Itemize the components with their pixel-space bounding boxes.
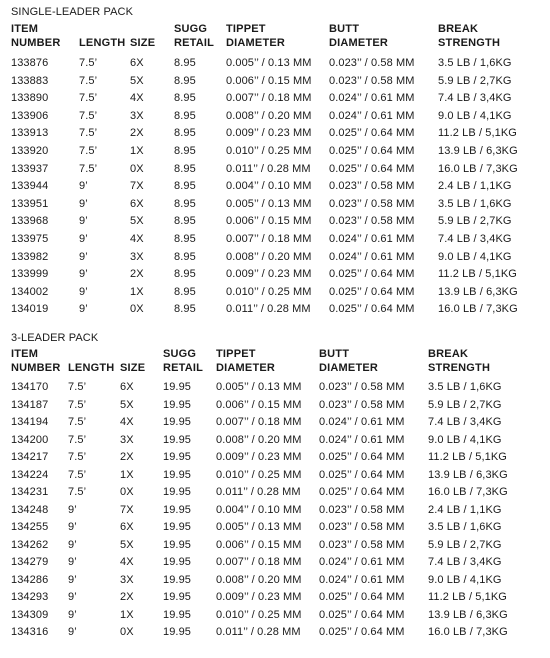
tippet-diameter-cell: 0.008’’ / 0.20 MM [226, 109, 312, 122]
tippet-diameter-cell: 0.010’’ / 0.25 MM [226, 145, 312, 157]
item-number-cell: 133968 [11, 215, 49, 228]
length-cell: 7.5’ [68, 433, 87, 446]
tippet-diameter-cell: 0.006’’ / 0.15 MM [226, 215, 312, 228]
butt-diameter-cell: 0.024’’ / 0.61 MM [329, 233, 415, 245]
butt-diameter-cell: 0.023’’ / 0.58 MM [329, 197, 415, 210]
column-header-size [120, 347, 145, 375]
item-number-cell: 134224 [11, 468, 49, 481]
break-strength-cell: 3.5 LB / 1,6KG [428, 381, 502, 393]
column-header-break-strength [428, 347, 490, 375]
break-strength-cell: 16.0 LB / 7,3KG [428, 486, 508, 498]
table-row [0, 449, 550, 466]
sugg-retail-cell: 19.95 [163, 451, 192, 463]
column-header-line [130, 22, 155, 36]
tippet-diameter-cell: 0.004’’ / 0.10 MM [216, 503, 302, 516]
table-row [0, 537, 550, 554]
item-number-cell: 134279 [11, 556, 49, 568]
sugg-retail-cell: 8.95 [174, 215, 196, 228]
tippet-diameter-cell: 0.007’’ / 0.18 MM [216, 556, 302, 568]
length-cell: 7.5’ [68, 381, 87, 393]
table-row [0, 484, 550, 501]
column-header-line: LENGTH [79, 37, 126, 49]
column-header-line: DIAMETER [329, 37, 389, 49]
size-cell: 1X [130, 285, 144, 298]
item-number-cell: 134316 [11, 626, 49, 638]
column-header-line: RETAIL [174, 37, 215, 49]
item-number-cell: 134217 [11, 451, 49, 463]
size-cell: 2X [130, 268, 144, 281]
tippet-diameter-cell: 0.008’’ / 0.20 MM [226, 250, 312, 263]
tippet-diameter-cell: 0.009’’ / 0.23 MM [226, 127, 312, 140]
size-cell: 1X [120, 468, 134, 481]
sugg-retail-cell: 19.95 [163, 573, 192, 586]
size-cell: 5X [130, 74, 144, 87]
item-number-cell: 134002 [11, 285, 49, 298]
tippet-diameter-cell: 0.011’’ / 0.28 MM [216, 486, 301, 498]
sugg-retail-cell: 19.95 [163, 591, 192, 603]
break-strength-cell: 9.0 LB / 4,1KG [428, 573, 502, 586]
break-strength-cell: 9.0 LB / 4,1KG [438, 250, 512, 263]
butt-diameter-cell: 0.025’’ / 0.64 MM [319, 626, 405, 638]
column-header-line: DIAMETER [216, 362, 276, 374]
sugg-retail-cell: 19.95 [163, 398, 192, 411]
size-cell: 3X [130, 250, 144, 263]
break-strength-cell: 16.0 LB / 7,3KG [438, 162, 518, 175]
table-row [0, 73, 550, 90]
item-number-cell: 133951 [11, 197, 49, 210]
size-cell: 4X [130, 233, 144, 245]
butt-diameter-cell: 0.023’’ / 0.58 MM [319, 521, 405, 533]
size-cell: 0X [120, 626, 134, 638]
tippet-diameter-cell: 0.010’’ / 0.25 MM [216, 468, 302, 481]
column-header-line: RETAIL [163, 362, 204, 374]
item-number-cell: 134200 [11, 433, 49, 446]
break-strength-cell: 7.4 LB / 3,4KG [438, 233, 512, 245]
table-row [0, 55, 550, 72]
column-header-line: SIZE [130, 37, 156, 49]
break-strength-cell: 13.9 LB / 6,3KG [438, 145, 518, 157]
column-header-line: TIPPET [226, 23, 266, 35]
tippet-diameter-cell: 0.010’’ / 0.25 MM [216, 608, 302, 621]
tippet-diameter-cell: 0.008’’ / 0.20 MM [216, 573, 302, 586]
column-header-line: DIAMETER [226, 37, 286, 49]
break-strength-cell: 2.4 LB / 1,1KG [438, 180, 512, 193]
item-number-cell: 133982 [11, 250, 49, 263]
sugg-retail-cell: 8.95 [174, 127, 196, 140]
length-cell: 7.5’ [79, 57, 98, 69]
tippet-diameter-cell: 0.007’’ / 0.18 MM [226, 92, 312, 105]
column-header-line: SIZE [120, 362, 146, 374]
butt-diameter-cell: 0.024’’ / 0.61 MM [319, 433, 405, 446]
length-cell: 9’ [79, 180, 88, 193]
table-row [0, 125, 550, 142]
item-number-cell: 133937 [11, 162, 49, 175]
table-row [0, 607, 550, 624]
table-row [0, 90, 550, 107]
item-number-cell: 134019 [11, 303, 49, 316]
length-cell: 9’ [68, 573, 77, 586]
butt-diameter-cell: 0.025’’ / 0.64 MM [319, 468, 405, 481]
sugg-retail-cell: 8.95 [174, 233, 196, 245]
size-cell: 6X [130, 57, 144, 69]
butt-diameter-cell: 0.025’’ / 0.64 MM [329, 285, 415, 298]
break-strength-cell: 11.2 LB / 5,1KG [428, 591, 507, 603]
table-row [0, 397, 550, 414]
column-header-line: DIAMETER [319, 362, 379, 374]
table-row [0, 502, 550, 519]
break-strength-cell: 9.0 LB / 4,1KG [438, 109, 512, 122]
tippet-diameter-cell: 0.004’’ / 0.10 MM [226, 180, 312, 193]
column-header-line: NUMBER [11, 362, 61, 374]
butt-diameter-cell: 0.025’’ / 0.64 MM [319, 591, 405, 603]
length-cell: 9’ [68, 538, 77, 551]
table-row [0, 231, 550, 248]
tippet-diameter-cell: 0.005’’ / 0.13 MM [216, 521, 302, 533]
table-row [0, 301, 550, 318]
break-strength-cell: 13.9 LB / 6,3KG [428, 608, 508, 621]
break-strength-cell: 13.9 LB / 6,3KG [428, 468, 508, 481]
size-cell: 0X [120, 486, 134, 498]
butt-diameter-cell: 0.025’’ / 0.64 MM [329, 268, 415, 281]
tippet-diameter-cell: 0.009’’ / 0.23 MM [216, 451, 302, 463]
sugg-retail-cell: 8.95 [174, 180, 196, 193]
butt-diameter-cell: 0.023’’ / 0.58 MM [319, 381, 405, 393]
length-cell: 9’ [68, 521, 77, 533]
tippet-diameter-cell: 0.008’’ / 0.20 MM [216, 433, 302, 446]
item-number-cell: 134170 [11, 381, 49, 393]
sugg-retail-cell: 19.95 [163, 626, 192, 638]
column-header-line: BREAK [438, 23, 479, 35]
break-strength-cell: 7.4 LB / 3,4KG [428, 556, 502, 568]
tippet-diameter-cell: 0.009’’ / 0.23 MM [216, 591, 302, 603]
column-header-line: BREAK [428, 348, 469, 360]
butt-diameter-cell: 0.023’’ / 0.58 MM [329, 180, 415, 193]
butt-diameter-cell: 0.023’’ / 0.58 MM [329, 74, 415, 87]
section-title: SINGLE-LEADER PACK [11, 6, 134, 18]
sugg-retail-cell: 8.95 [174, 197, 196, 210]
length-cell: 9’ [68, 626, 77, 638]
table-row [0, 589, 550, 606]
length-cell: 7.5’ [68, 486, 87, 498]
item-number-cell: 134194 [11, 416, 49, 428]
length-cell: 7.5’ [79, 92, 98, 105]
length-cell: 9’ [68, 503, 77, 516]
item-number-cell: 133944 [11, 180, 49, 193]
butt-diameter-cell: 0.024’’ / 0.61 MM [329, 109, 415, 122]
butt-diameter-cell: 0.025’’ / 0.64 MM [329, 162, 415, 175]
butt-diameter-cell: 0.025’’ / 0.64 MM [319, 486, 405, 498]
sugg-retail-cell: 8.95 [174, 285, 196, 298]
size-cell: 6X [120, 521, 134, 533]
break-strength-cell: 9.0 LB / 4,1KG [428, 433, 502, 446]
size-cell: 4X [120, 416, 134, 428]
size-cell: 1X [130, 145, 144, 157]
item-number-cell: 133876 [11, 57, 49, 69]
size-cell: 7X [120, 503, 134, 516]
butt-diameter-cell: 0.023’’ / 0.58 MM [319, 398, 405, 411]
table-row [0, 108, 550, 125]
sugg-retail-cell: 19.95 [163, 503, 192, 516]
column-header-line: SUGG [163, 348, 197, 360]
break-strength-cell: 16.0 LB / 7,3KG [438, 303, 518, 316]
size-cell: 3X [120, 433, 134, 446]
column-header-butt-diameter [329, 22, 388, 50]
item-number-cell: 134248 [11, 503, 49, 516]
tippet-diameter-cell: 0.010’’ / 0.25 MM [226, 285, 312, 298]
size-cell: 5X [120, 538, 134, 551]
butt-diameter-cell: 0.025’’ / 0.64 MM [329, 127, 415, 140]
size-cell: 1X [120, 608, 134, 621]
break-strength-cell: 7.4 LB / 3,4KG [438, 92, 512, 105]
sugg-retail-cell: 19.95 [163, 521, 192, 533]
tippet-diameter-cell: 0.006’’ / 0.15 MM [216, 538, 302, 551]
table-row [0, 249, 550, 266]
length-cell: 7.5’ [68, 398, 87, 411]
butt-diameter-cell: 0.023’’ / 0.58 MM [329, 57, 415, 69]
column-header-butt-diameter [319, 347, 378, 375]
tippet-diameter-cell: 0.005’’ / 0.13 MM [226, 197, 312, 210]
column-header-line: STRENGTH [438, 37, 501, 49]
tippet-diameter-cell: 0.011’’ / 0.28 MM [216, 626, 301, 638]
butt-diameter-cell: 0.024’’ / 0.61 MM [329, 250, 415, 263]
length-cell: 9’ [79, 303, 88, 316]
size-cell: 6X [120, 381, 134, 393]
sugg-retail-cell: 8.95 [174, 109, 196, 122]
sugg-retail-cell: 19.95 [163, 556, 192, 568]
length-cell: 9’ [79, 233, 88, 245]
table-row [0, 196, 550, 213]
break-strength-cell: 13.9 LB / 6,3KG [438, 285, 518, 298]
size-cell: 3X [130, 109, 144, 122]
column-header-break-strength [438, 22, 500, 50]
column-header-line: NUMBER [11, 37, 61, 49]
sugg-retail-cell: 8.95 [174, 145, 196, 157]
size-cell: 4X [130, 92, 144, 105]
butt-diameter-cell: 0.025’’ / 0.64 MM [319, 608, 405, 621]
break-strength-cell: 2.4 LB / 1,1KG [428, 503, 502, 516]
item-number-cell: 133920 [11, 145, 49, 157]
sugg-retail-cell: 8.95 [174, 74, 196, 87]
column-header-line: TIPPET [216, 348, 256, 360]
tippet-diameter-cell: 0.011’’ / 0.28 MM [226, 162, 311, 175]
sugg-retail-cell: 19.95 [163, 486, 192, 498]
break-strength-cell: 16.0 LB / 7,3KG [428, 626, 508, 638]
item-number-cell: 133906 [11, 109, 49, 122]
length-cell: 7.5’ [79, 127, 98, 140]
size-cell: 4X [120, 556, 134, 568]
table-row [0, 213, 550, 230]
length-cell: 7.5’ [79, 145, 98, 157]
size-cell: 2X [130, 127, 144, 140]
item-number-cell: 134262 [11, 538, 49, 551]
tippet-diameter-cell: 0.007’’ / 0.18 MM [216, 416, 302, 428]
column-header-line: BUTT [329, 23, 360, 35]
sugg-retail-cell: 8.95 [174, 92, 196, 105]
tippet-diameter-cell: 0.006’’ / 0.15 MM [216, 398, 302, 411]
item-number-cell: 134231 [11, 486, 49, 498]
size-cell: 5X [130, 215, 144, 228]
item-number-cell: 134255 [11, 521, 49, 533]
column-header-line: LENGTH [68, 362, 115, 374]
break-strength-cell: 5.9 LB / 2,7KG [428, 538, 502, 551]
item-number-cell: 134187 [11, 398, 49, 411]
butt-diameter-cell: 0.024’’ / 0.61 MM [319, 416, 405, 428]
item-number-cell: 133890 [11, 92, 49, 105]
length-cell: 7.5’ [79, 109, 98, 122]
column-header-sugg-retail [163, 347, 203, 375]
break-strength-cell: 5.9 LB / 2,7KG [438, 215, 512, 228]
break-strength-cell: 5.9 LB / 2,7KG [438, 74, 512, 87]
butt-diameter-cell: 0.025’’ / 0.64 MM [319, 451, 405, 463]
length-cell: 9’ [79, 215, 88, 228]
item-number-cell: 134293 [11, 591, 49, 603]
table-row [0, 266, 550, 283]
tippet-diameter-cell: 0.005’’ / 0.13 MM [216, 381, 302, 393]
table-row [0, 161, 550, 178]
table-row [0, 414, 550, 431]
column-header-line [120, 347, 145, 361]
butt-diameter-cell: 0.023’’ / 0.58 MM [319, 503, 405, 516]
column-header-item-number [11, 347, 60, 375]
length-cell: 7.5’ [68, 416, 87, 428]
size-cell: 2X [120, 451, 134, 463]
break-strength-cell: 5.9 LB / 2,7KG [428, 398, 502, 411]
size-cell: 7X [130, 180, 144, 193]
sugg-retail-cell: 19.95 [163, 468, 192, 481]
table-row [0, 178, 550, 195]
column-header-item-number [11, 22, 60, 50]
break-strength-cell: 11.2 LB / 5,1KG [438, 127, 517, 140]
length-cell: 9’ [68, 591, 77, 603]
column-header-line: STRENGTH [428, 362, 491, 374]
column-header-size [130, 22, 155, 50]
butt-diameter-cell: 0.023’’ / 0.58 MM [329, 215, 415, 228]
butt-diameter-cell: 0.025’’ / 0.64 MM [329, 145, 415, 157]
table-row [0, 624, 550, 641]
length-cell: 9’ [79, 268, 88, 281]
sugg-retail-cell: 8.95 [174, 268, 196, 281]
sugg-retail-cell: 19.95 [163, 608, 192, 621]
table-row [0, 554, 550, 571]
length-cell: 9’ [79, 285, 88, 298]
column-header-line: SUGG [174, 23, 208, 35]
table-row [0, 432, 550, 449]
table-row [0, 379, 550, 396]
size-cell: 5X [120, 398, 134, 411]
butt-diameter-cell: 0.024’’ / 0.61 MM [319, 556, 405, 568]
length-cell: 9’ [79, 197, 88, 210]
item-number-cell: 133999 [11, 268, 49, 281]
size-cell: 0X [130, 162, 144, 175]
sugg-retail-cell: 8.95 [174, 57, 196, 69]
item-number-cell: 133913 [11, 127, 49, 140]
butt-diameter-cell: 0.023’’ / 0.58 MM [319, 538, 405, 551]
sugg-retail-cell: 8.95 [174, 162, 196, 175]
break-strength-cell: 3.5 LB / 1,6KG [438, 197, 512, 210]
size-cell: 2X [120, 591, 134, 603]
size-cell: 0X [130, 303, 144, 316]
table-row [0, 467, 550, 484]
column-header-line [79, 22, 125, 36]
column-header-tippet-diameter [226, 22, 285, 50]
tippet-diameter-cell: 0.006’’ / 0.15 MM [226, 74, 312, 87]
length-cell: 9’ [68, 556, 77, 568]
length-cell: 7.5’ [79, 74, 98, 87]
item-number-cell: 133975 [11, 233, 49, 245]
butt-diameter-cell: 0.025’’ / 0.64 MM [329, 303, 415, 316]
break-strength-cell: 3.5 LB / 1,6KG [428, 521, 502, 533]
butt-diameter-cell: 0.024’’ / 0.61 MM [329, 92, 415, 105]
length-cell: 9’ [79, 250, 88, 263]
tippet-diameter-cell: 0.007’’ / 0.18 MM [226, 233, 312, 245]
length-cell: 7.5’ [68, 468, 87, 481]
sugg-retail-cell: 8.95 [174, 303, 196, 316]
size-cell: 3X [120, 573, 134, 586]
column-header-line: ITEM [11, 348, 39, 360]
column-header-line: BUTT [319, 348, 350, 360]
length-cell: 9’ [68, 608, 77, 621]
column-header-tippet-diameter [216, 347, 275, 375]
break-strength-cell: 11.2 LB / 5,1KG [428, 451, 507, 463]
column-header-line: ITEM [11, 23, 39, 35]
size-cell: 6X [130, 197, 144, 210]
sugg-retail-cell: 19.95 [163, 538, 192, 551]
table-row [0, 143, 550, 160]
length-cell: 7.5’ [68, 451, 87, 463]
tippet-diameter-cell: 0.005’’ / 0.13 MM [226, 57, 312, 69]
sugg-retail-cell: 19.95 [163, 416, 192, 428]
butt-diameter-cell: 0.024’’ / 0.61 MM [319, 573, 405, 586]
length-cell: 7.5’ [79, 162, 98, 175]
break-strength-cell: 11.2 LB / 5,1KG [438, 268, 517, 281]
item-number-cell: 134286 [11, 573, 49, 586]
table-row [0, 519, 550, 536]
item-number-cell: 133883 [11, 74, 49, 87]
table-row [0, 572, 550, 589]
sugg-retail-cell: 19.95 [163, 381, 192, 393]
break-strength-cell: 7.4 LB / 3,4KG [428, 416, 502, 428]
column-header-sugg-retail [174, 22, 214, 50]
section-title: 3-LEADER PACK [11, 332, 99, 344]
break-strength-cell: 3.5 LB / 1,6KG [438, 57, 512, 69]
tippet-diameter-cell: 0.009’’ / 0.23 MM [226, 268, 312, 281]
column-header-length [68, 347, 114, 375]
tippet-diameter-cell: 0.011’’ / 0.28 MM [226, 303, 311, 316]
item-number-cell: 134309 [11, 608, 49, 621]
sugg-retail-cell: 8.95 [174, 250, 196, 263]
column-header-length [79, 22, 125, 50]
table-row [0, 284, 550, 301]
column-header-line [68, 347, 114, 361]
sugg-retail-cell: 19.95 [163, 433, 192, 446]
